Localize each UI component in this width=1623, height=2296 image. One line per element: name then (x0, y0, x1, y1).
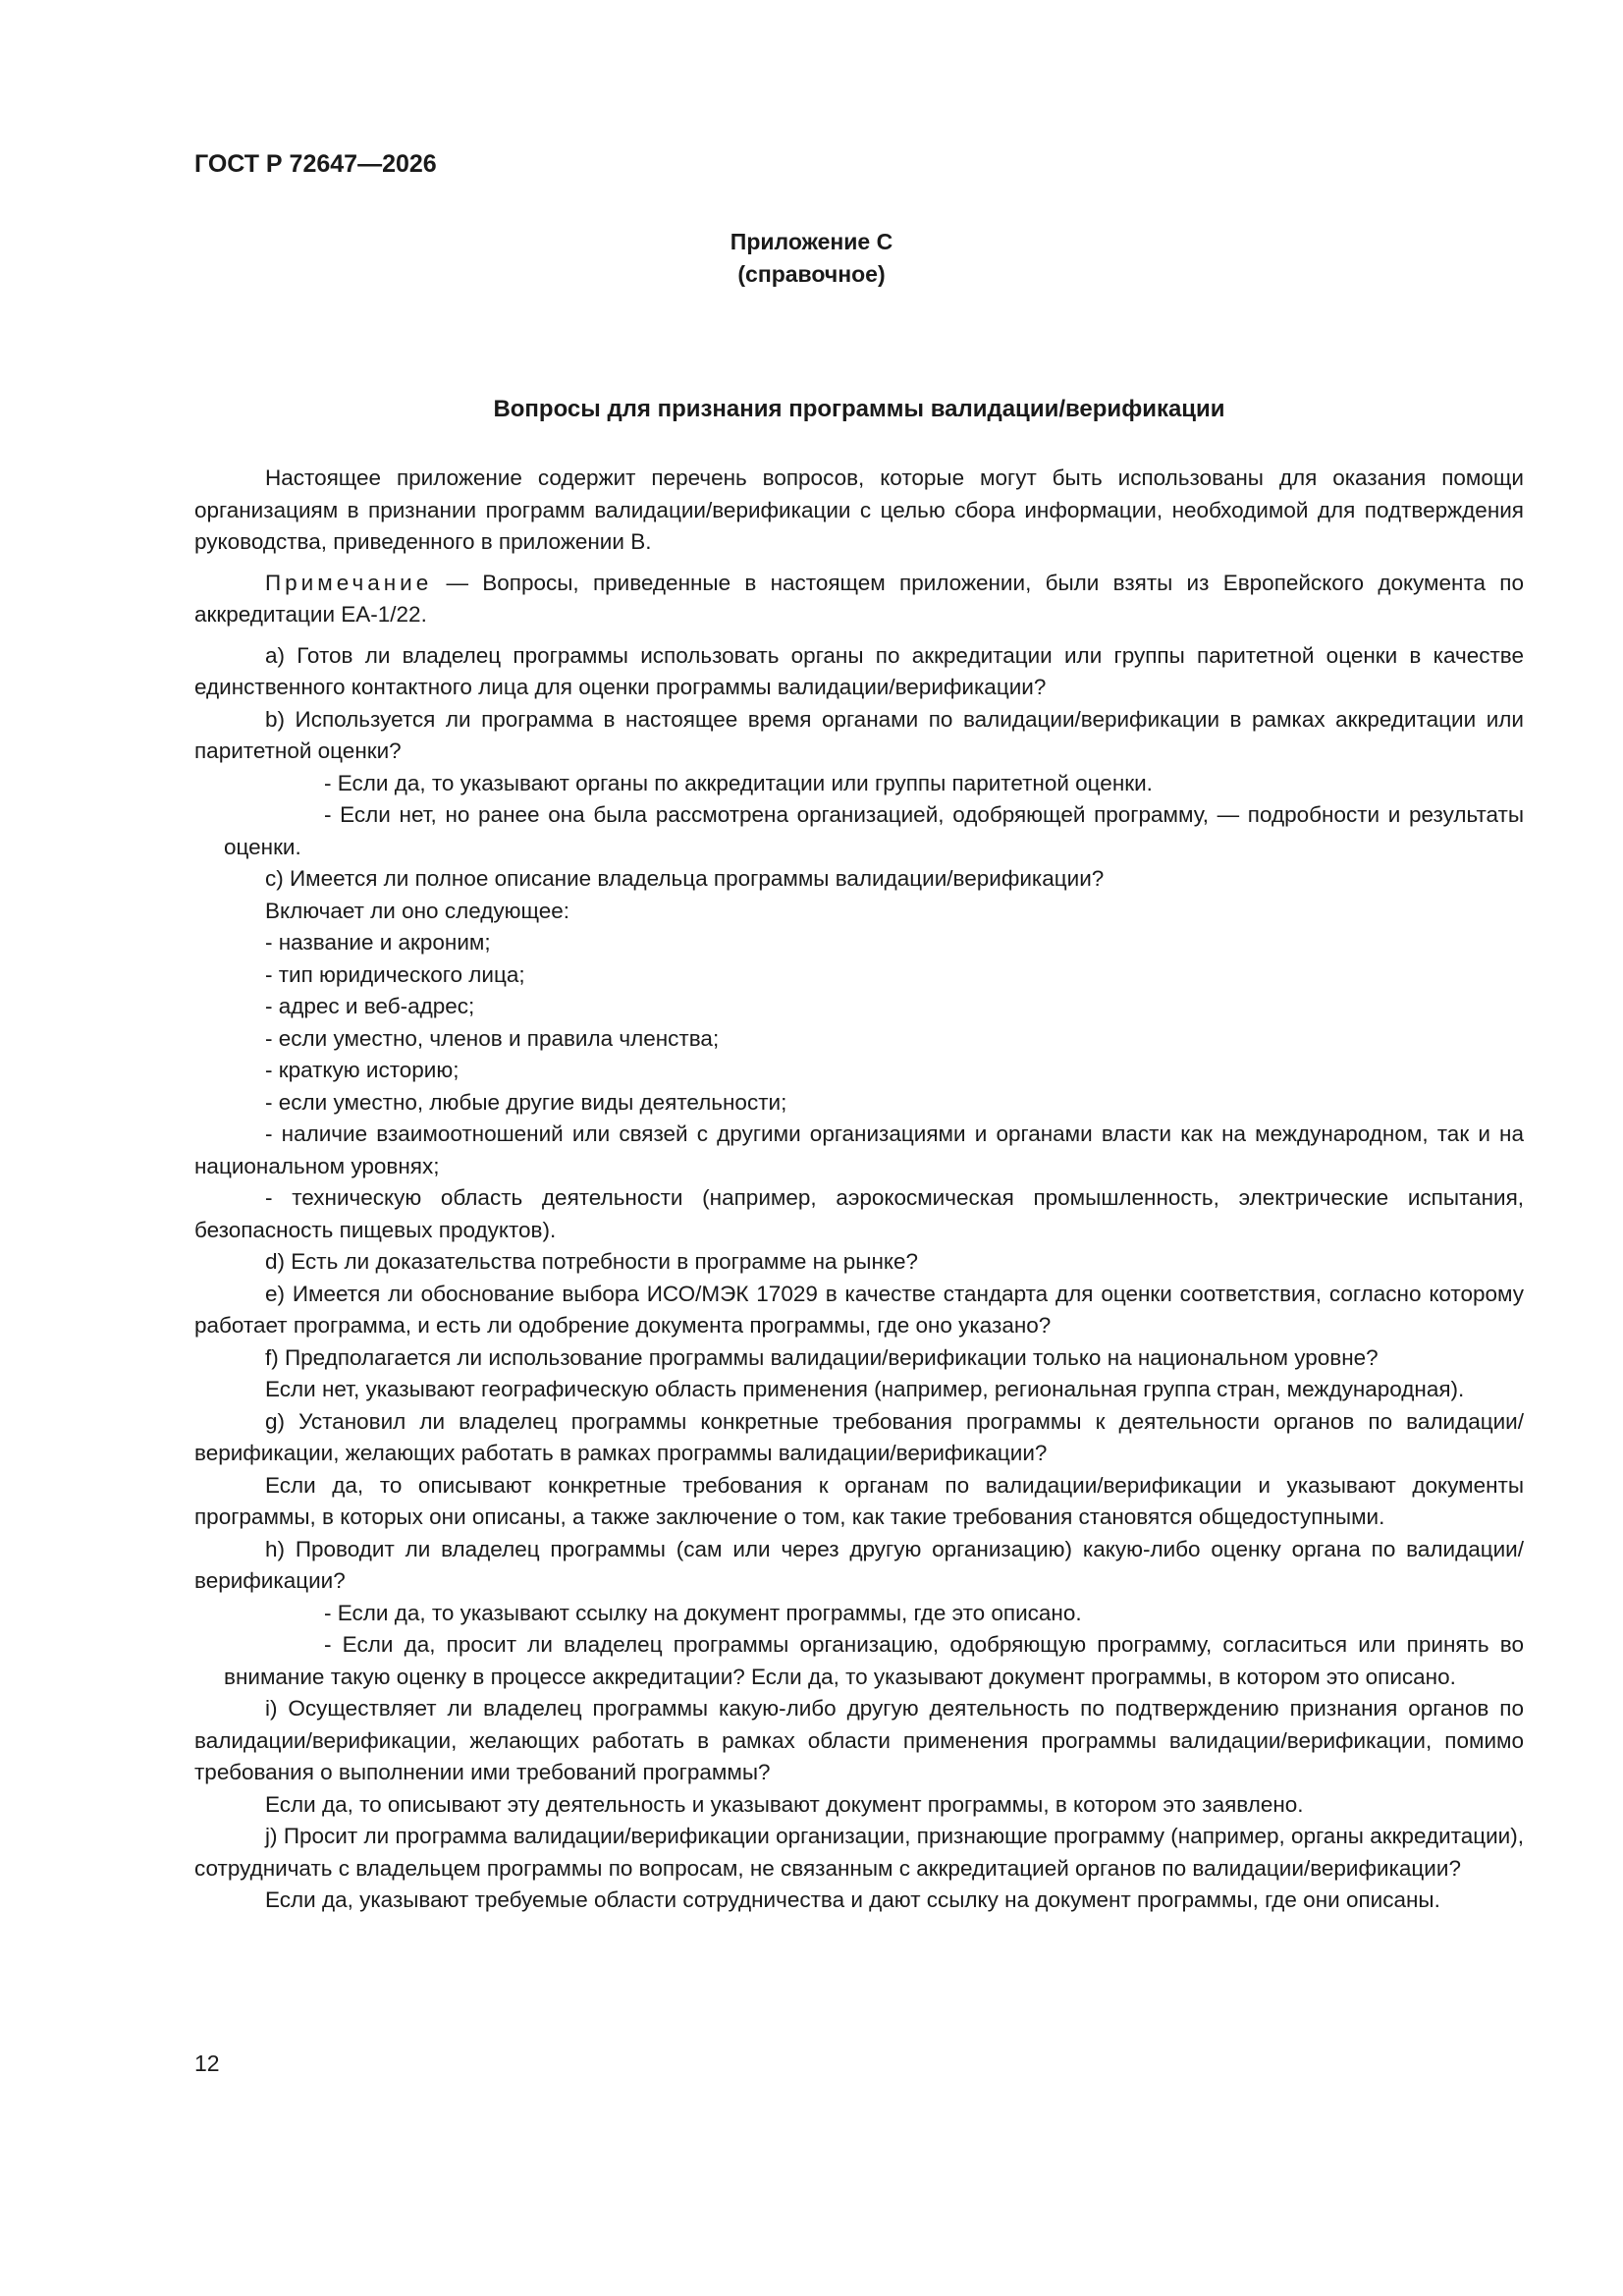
intro-paragraph: Настоящее приложение содержит перечень вопросов, которые могут быть использованы для оказания помощи организациям в признании программ валидации/верификации с целью сбора информации, необходимой для подтверждения руководства, приведенного в приложении В. (194, 465, 1524, 554)
body-paragraph: Если да, то описывают эту деятельность и указывают документ программы, в котором это заявлено. (265, 1791, 1304, 1817)
body-paragraph: - если уместно, любые другие виды деятельности; (265, 1089, 787, 1115)
page-number: 12 (194, 2050, 220, 2076)
annex-kind: (справочное) (737, 261, 886, 287)
body-paragraph: - Если да, то указывают органы по аккредитации или группы паритетной оценки. (324, 770, 1153, 795)
body-paragraph: - техническую область деятельности (например, аэрокосмическая промышленность, электрические испытания, безопасность пищевых продуктов). (194, 1185, 1524, 1242)
body-paragraph: е) Имеется ли обоснование выбора ИСО/МЭК 17029 в качестве стандарта для оценки соответствия, согласно которому работает программа, и есть ли одобрение документа программы, где оно указано? (194, 1281, 1524, 1338)
body-paragraph: - Если да, то указывают ссылку на документ программы, где это описано. (324, 1600, 1082, 1625)
body-paragraph: Если да, то описывают конкретные требования к органам по валидации/верификации и указывают документы программы, в которых они описаны, а также заключение о том, как такие требования становятся общедоступными. (194, 1472, 1524, 1529)
body-paragraph: а) Готов ли владелец программы использовать органы по аккредитации или группы паритетной оценки в качестве единственного контактного лица для оценки программы валидации/верификации? (194, 642, 1524, 699)
annex-heading (0, 226, 1623, 291)
body-paragraph: Если нет, указывают географическую область применения (например, региональная группа стран, международная). (265, 1377, 1465, 1401)
annex-label: Приложение С (730, 229, 893, 254)
body-paragraph: - Если да, просит ли владелец программы организацию, одобряющую программу, согласиться или принять во внимание такую оценку в процессе аккредитации? Если да, то указывают документ программы, в котором это описано. (224, 1632, 1524, 1689)
note-label: Примечание (265, 570, 433, 595)
body-paragraph: с) Имеется ли полное описание владельца программы валидации/верификации? (265, 866, 1105, 891)
annex-title: Вопросы для признания программы валидации/верификации (493, 396, 1225, 422)
body-paragraph: Включает ли оно следующее: (265, 898, 570, 923)
body-paragraph: h) Проводит ли владелец программы (сам или через другую организацию) какую-либо оценку органа по валидации/верификации? (194, 1536, 1524, 1593)
body-paragraph: - если уместно, членов и правила членства; (265, 1025, 720, 1051)
body-paragraph: i) Осуществляет ли владелец программы какую-либо другую деятельность по подтверждению признания органов по валидации/верификации, желающих работать в рамках области применения программы валидации/верификации, помимо требования о выполнении ими требований программы? (194, 1696, 1524, 1784)
note-paragraph (194, 568, 1524, 631)
body-paragraph: - Если нет, но ранее она была рассмотрена организацией, одобряющей программу, — подробности и результаты оценки. (224, 802, 1524, 859)
body-paragraph: - адрес и веб-адрес; (265, 994, 475, 1018)
body-paragraph: b) Используется ли программа в настоящее время органами по валидации/верификации в рамках аккредитации или паритетной оценки? (194, 706, 1524, 763)
document-header: ГОСТ Р 72647—2026 (194, 150, 437, 178)
body-paragraph: - наличие взаимоотношений или связей с другими организациями и органами власти как на международном, так и на национальном уровнях; (194, 1121, 1524, 1178)
body-paragraph: d) Есть ли доказательства потребности в программе на рынке? (265, 1249, 919, 1274)
question-list (194, 640, 1524, 1917)
body-paragraph: - тип юридического лица; (265, 961, 525, 987)
body-paragraph: j) Просит ли программа валидации/верификации организации, признающие программу (например, органы аккредитации), сотрудничать с владельцем программы по вопросам, не связанным с аккредитацией органов по валидации/верификации? (194, 1824, 1524, 1881)
body-paragraph: Если да, указывают требуемые области сотрудничества и дают ссылку на документ программы, где они описаны. (265, 1887, 1440, 1912)
body-paragraph: - название и акроним; (265, 930, 491, 955)
body-paragraph: - краткую историю; (265, 1058, 460, 1082)
body-paragraph: g) Установил ли владелец программы конкретные требования программы к деятельности органов по валидации/верификации, желающих работать в рамках программы валидации/верификации? (194, 1408, 1524, 1465)
document-body (194, 463, 1524, 1917)
note-text: — Вопросы, приведенные в настоящем приложении, были взяты из Европейского документа по аккредитации ЕА-1/22. (194, 570, 1524, 627)
body-paragraph: f) Предполагается ли использование программы валидации/верификации только на национальном уровне? (265, 1344, 1379, 1370)
